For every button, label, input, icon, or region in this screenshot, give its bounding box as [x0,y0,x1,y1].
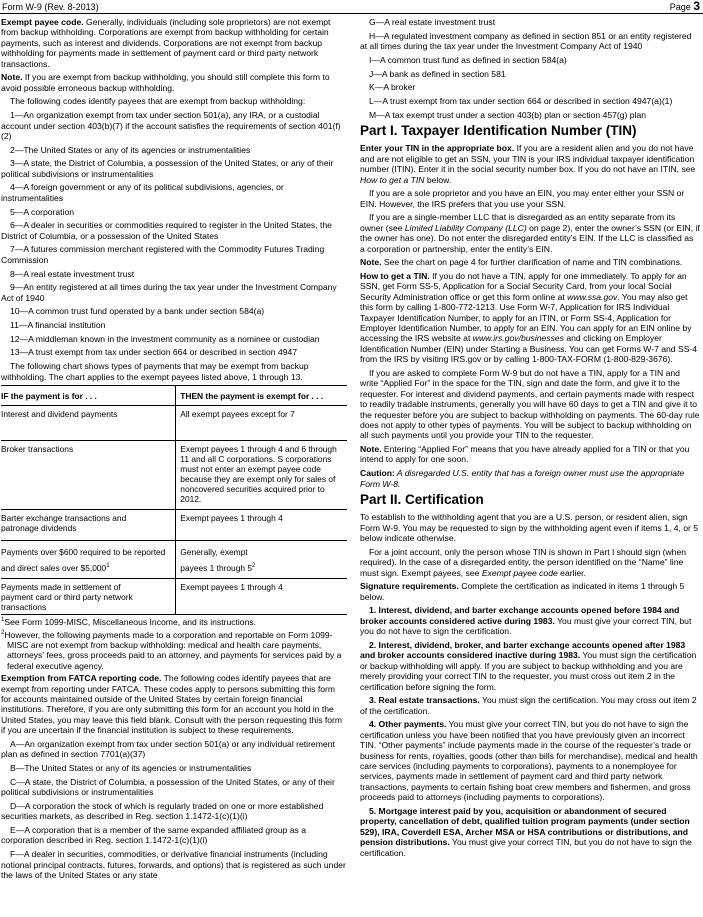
table-cell-text: Payments over $600 required to be reported and direct sales over $5,000 [1,547,166,574]
table-header-payment: IF the payment is for . . . [1,386,176,406]
code-item: 13—A trust exempt from tax under section 664 or described in section 4947 [10,347,298,358]
item-text: You must sign the certification. You may cross out item 2 of the certification. [360,695,697,716]
irs-link: www.irs.gov/businesses [472,333,564,344]
note-text: If you are exempt from backup withholding, you should still complete this form to avoid possible erroneous backup withholding. [1,72,330,93]
fatca-code-item: I—A common trust fund as defined in section 584(a) [369,54,567,65]
item-heading: 1. Interest, dividend, and barter exchange accounts opened before 1984 and broker accounts considered active during 1983. [360,605,680,626]
fatca-code-item: D—A corporation the stock of which is regularly traded on one or more established securities markets, as described in Reg. section 1.1472-1(c)(1)(i) [1,800,324,822]
item-text: You must sign the certification or backup withholding will apply. If you are subject to backup withholding and you are merely providing your correct TIN to the requester, you must cross out item 2 in the certification before signing the form. [360,650,697,692]
item-heading: 5. Mortgage interest paid by you, acquisition or abandonment of secured property, cancellation of debt, qualified tuition program payments (under section 529), IRA, Coverdell ESA, Archer MSA or HSA contributions or distributions, and pension distributions. [360,805,690,848]
item-text: You must give your correct TIN, but you do not have to sign the certification unless you have been notified that you have previously given an incorrect TIN. “Other payments” include payments made in the course of the requester’s trade or business for rents, royalties, goods (other than bills for merchandise), medical and health care services (including payments to corporations), payments to a nonemployee for services, payments made in settlement of payment card and third party network transactions, payments to certain fishing boat crew members and fishermen, and gross proceeds paid to attorneys (including payments to corporations). [360,719,698,803]
code-item: 12—A middleman known in the investment community as a nominee or custodian [10,333,320,344]
fatca-code-item: J—A bank as defined in section 581 [369,68,506,79]
fatca-code-item: B—The United States or any of its agencies or instrumentalities [10,763,252,774]
tin-ref: How to get a TIN [360,174,425,185]
fatca-code-item: H—A regulated investment company as defined in section 851 or an entity registered at all times during the tax year under the Investment Company Act of 1940 [360,30,692,52]
table-row [1,579,347,615]
code-item: 1—An organization exempt from tax under section 501(a), any IRA, or a custodial account under section 403(b)(7) if the account satisfies the requirements of section 401(f)(2) [1,110,341,141]
tin-lead: Enter your TIN in the appropriate box. [360,143,515,154]
tin-text: below. [424,174,452,185]
code-item: 5—A corporation [10,206,75,217]
note-label: Note. [1,72,23,83]
item-heading: 3. Real estate transactions. [369,695,480,706]
exempt-payee-text: Generally, individuals (including sole proprietors) are not exempt from backup withholding. Corporations are exempt from backup withholding for certain payments, such as interest and dividends. Corporations are not exempt from backup withholding for payments made in settlement of payment card or third party network transactions. [1,17,331,69]
footnote-number: 1 [1,617,5,624]
signature-item [360,640,700,692]
fatca-text: The following codes identify payees that are exempt from reporting under FATCA. These codes apply to persons submitting this form for accounts maintained outside of the United States by certain foreign financial institutions. Therefore, if you are only submitting this form for an account you hold in the United States, you may leave this field blank. Consult with the person requesting this form if you are uncertain if the financial institution is subject to these requirements. [1,673,343,736]
table-cell: Interest and dividend payments [1,406,176,441]
footnote-ref: 1 [106,563,110,570]
table-row [1,441,347,510]
note-paragraph [1,72,347,93]
table-cell-text: Generally, exempt payees 1 through 5 [180,547,253,574]
note-text: See the chart on page 4 for further clarification of name and TIN combinations. [381,257,683,268]
page-label: Page [669,2,691,12]
footnote-2 [1,630,347,672]
caution-text: A disregarded U.S. entity that has a foreign owner must use the appropriate Form W-8. [360,468,685,489]
fatca-code-item: A—An organization exempt from tax under section 501(a) or any individual retirement plan as defined in section 7701(a)(37) [1,739,335,760]
certification-paragraph: To establish to the withholding agent that you are a U.S. person, or resident alien, sign Form W-9. You may be requested to sign by the withholding agent even if items 1, 4, or 5 below indicate otherwise. [360,512,699,544]
caution-paragraph [360,468,700,489]
exempt-ref: Exempt payee code [481,567,558,578]
fatca-code-item: F—A dealer in securities, commodities, or derivative financial instruments (including notional principal contracts, futures, forwards, and options) that is registered as such under the laws of the United States or any state [1,849,346,880]
sole-proprietor-paragraph: If you are a sole proprietor and you have an EIN, you may enter either your SSN or EIN. However, the IRS prefers that you use your SSN. [360,188,685,209]
code-item: 2—The United States or any of its agencies or instrumentalities [10,144,251,155]
footnote-text: However, the following payments made to a corporation and reportable on Form 1099-MISC are not exempt from backup withholding: medical and health care payments, attorneys' fees, gross proceeds paid to an attorney, and payments for services paid by a federal executive agency. [4,629,342,671]
footnote-1 [1,617,347,627]
table-header-exempt: THEN the payment is exempt for . . . [176,386,347,406]
table-cell [1,510,176,541]
signature-item [360,719,700,802]
page-num: 3 [693,0,700,13]
llc-text: on page 2), enter the owner’s SSN (or EIN, if the owner has one). Do not enter the disregarded entity’s EIN. If the LLC is classified as a corporation or partnership, enter the entity’s EIN. [360,222,700,254]
footnote-text: See Form 1099-MISC, Miscellaneous Income, and its instructions. [4,617,257,628]
footnote-number: 2 [1,629,5,636]
right-column [360,17,700,861]
joint-account-paragraph [360,547,700,578]
note-label: Note. [360,444,382,455]
code-item: 3—A state, the District of Columbia, a possession of the United States, or any of their political subdivisions or instrumentalities [1,158,334,179]
code-item: 10—A common trust fund operated by a bank under section 584(a) [10,306,265,317]
fatca-code-item: E—A corporation that is a member of the same expanded affiliated group as a corporation described in Reg. section 1.1472-1(c)(1)(i) [1,825,307,846]
table-header-row [1,386,347,406]
how-to-text: . You may also get this form by calling 1-800-772-1213. Use Form W-7, Application for IRS Individual Taxpayer Identification Number, to apply for an ITIN, or Form SS-4, Application for Employer Identification Number, to apply for an EIN. You can apply for an EIN online by accessing the IRS website at [360,291,692,344]
left-column [1,17,347,884]
ssa-link: www.ssa.gov [567,291,618,302]
fatca-code-item: M—A tax exempt trust under a section 403(b) plan or section 457(g) plan [369,109,647,120]
table-cell [176,406,347,441]
code-item: 6—A dealer in securities or commodities required to register in the United States, the District of Columbia, or a possession of the United States [1,220,332,241]
signature-item [360,806,700,858]
table-cell-text: Exempt payees 1 through 4 and 6 through 11 and all C corporations. S corporations must not enter an exempt payee code because they are exempt only for sales of noncovered securities acquired prior to 2012. [180,444,337,505]
item-heading: 2. Interest, dividend, broker, and barter exchange accounts opened after 1983 and broker accounts considered inactive during 1983. [360,639,686,661]
code-item: 9—An entity registered at all times during the tax year under the Investment Company Act of 1940 [1,282,337,303]
fatca-code-item: C—A state, the District of Columbia, a possession of the United States, or any of their political subdivisions or instrumentalities [1,776,335,798]
llc-paragraph [360,212,700,254]
llc-text: If you are a single-member LLC that is disregarded as an entity separate from its owner (see [360,212,676,233]
codes-intro: The following codes identify payees that are exempt from backup withholding: [10,96,306,107]
table-row [1,510,347,541]
fatca-code-item: K—A broker [369,82,416,93]
how-to-text: and clicking on Employer Identification Number (EIN) under Starting a Business. You can get Forms W-7 and SS-4 from the IRS by visiting IRS.gov or by calling 1-800-TAX-FORM (1-800-829-3676). [360,333,698,365]
chart-intro: The following chart shows types of payments that may be exempt from backup withholding. The chart applies to the exempt payees listed above, 1 through 13. [1,361,309,382]
how-to-heading: How to get a TIN. [360,270,430,281]
table-row [1,406,347,441]
code-item: 7—A futures commission merchant registered with the Commodity Futures Trading Commission [1,244,325,265]
table-cell [176,441,347,510]
exempt-payments-table [1,385,347,615]
fatca-heading: Exemption from FATCA reporting code. [1,673,162,684]
table-cell [176,541,347,579]
fatca-paragraph [1,673,347,735]
exempt-payee-paragraph [1,17,347,69]
page-header [0,0,703,14]
form-id: Form W-9 (Rev. 8-2013) [2,2,99,12]
table-cell: Exempt payees 1 through 4 [176,579,347,615]
item-heading: 4. Other payments. [369,719,447,730]
code-item: 4—A foreign government or any of its political subdivisions, agencies, or instrumentalities [1,182,284,203]
item-text: You must give your correct TIN, but you do not have to sign the certification. [360,615,692,637]
item-text: You must give your correct TIN, but you do not have to sign the certification. [360,837,692,858]
table-cell: Exempt payees 1 through 4 [176,510,347,541]
tin-text: If you are a resident alien and you do not have and are not eligible to get an SSN, your TIN is your IRS individual taxpayer identification number (ITIN). Enter it in the social security number box. If you do not have an ITIN, see [360,143,696,175]
note-label: Note. [360,257,382,268]
tin-paragraph [360,143,700,185]
how-to-text: If you do not have a TIN, apply for one immediately. To apply for an SSN, get Form SS-5, Application for a Social Security Card, from your local Social Security Administration office or get this form online at [360,270,687,302]
signature-requirements-paragraph [360,581,700,602]
note-applied-paragraph [360,444,700,465]
table-cell [1,579,176,615]
caution-label: Caution: [360,468,395,479]
table-cell [1,541,176,579]
fatca-code-item: L—A trust exempt from tax under section 664 or described in section 4947(a)(1) [369,95,673,106]
signature-item [360,605,700,636]
fatca-code-item: G—A real estate investment trust [369,17,496,27]
table-row [1,541,347,579]
page-number [670,0,700,14]
code-item: 11—A financial institution [10,320,106,331]
joint-text: For a joint account, only the person whose TIN is shown in Part I should sign (when required). In the case of a disregarded entity, the person identified on the “Name” line must sign. Exempt payees, see [360,546,687,578]
applied-for-paragraph: If you are asked to complete Form W-9 but do not have a TIN, apply for a TIN and write “Applied For” in the space for the TIN, sign and date the form, and give it to the requester. For interest and dividend payments, and certain payments made with respect to readily tradable instruments, generally you will have 60 days to get a TIN and give it to the requester before you are subject to backup withholding on payments. The 60-day rule does not apply to other types of payments. You will be subject to backup withholding on all such payments until you provide your TIN to the requester. [360,367,700,441]
joint-text: earlier. [557,567,586,578]
part2-heading: Part II. Certification [360,492,484,508]
how-to-get-tin-paragraph [360,271,700,365]
note-chart-paragraph [360,257,700,267]
table-cell-text: All exempt payees except for 7 [180,409,295,420]
footnote-ref: 2 [252,563,256,570]
signature-item [360,695,700,716]
table-cell-text: Barter exchange transactions and patronage dividends [1,513,127,534]
table-cell: Broker transactions [1,441,176,510]
code-item: 8—A real estate investment trust [10,268,135,279]
table-cell-text: Payments made in settlement of payment card or third party network transactions [1,582,133,613]
sigreq-text: Complete the certification as indicated in items 1 through 5 below. [360,581,685,602]
part1-heading: Part I. Taxpayer Identification Number (TIN) [360,123,637,139]
llc-ref: Limited Liability Company (LLC) [404,222,527,233]
sigreq-heading: Signature requirements. [360,581,459,592]
note-text: Entering “Applied For” means that you have already applied for a TIN or that you intend to apply for one soon. [360,444,690,465]
exempt-payee-heading: Exempt payee code. [1,17,84,27]
